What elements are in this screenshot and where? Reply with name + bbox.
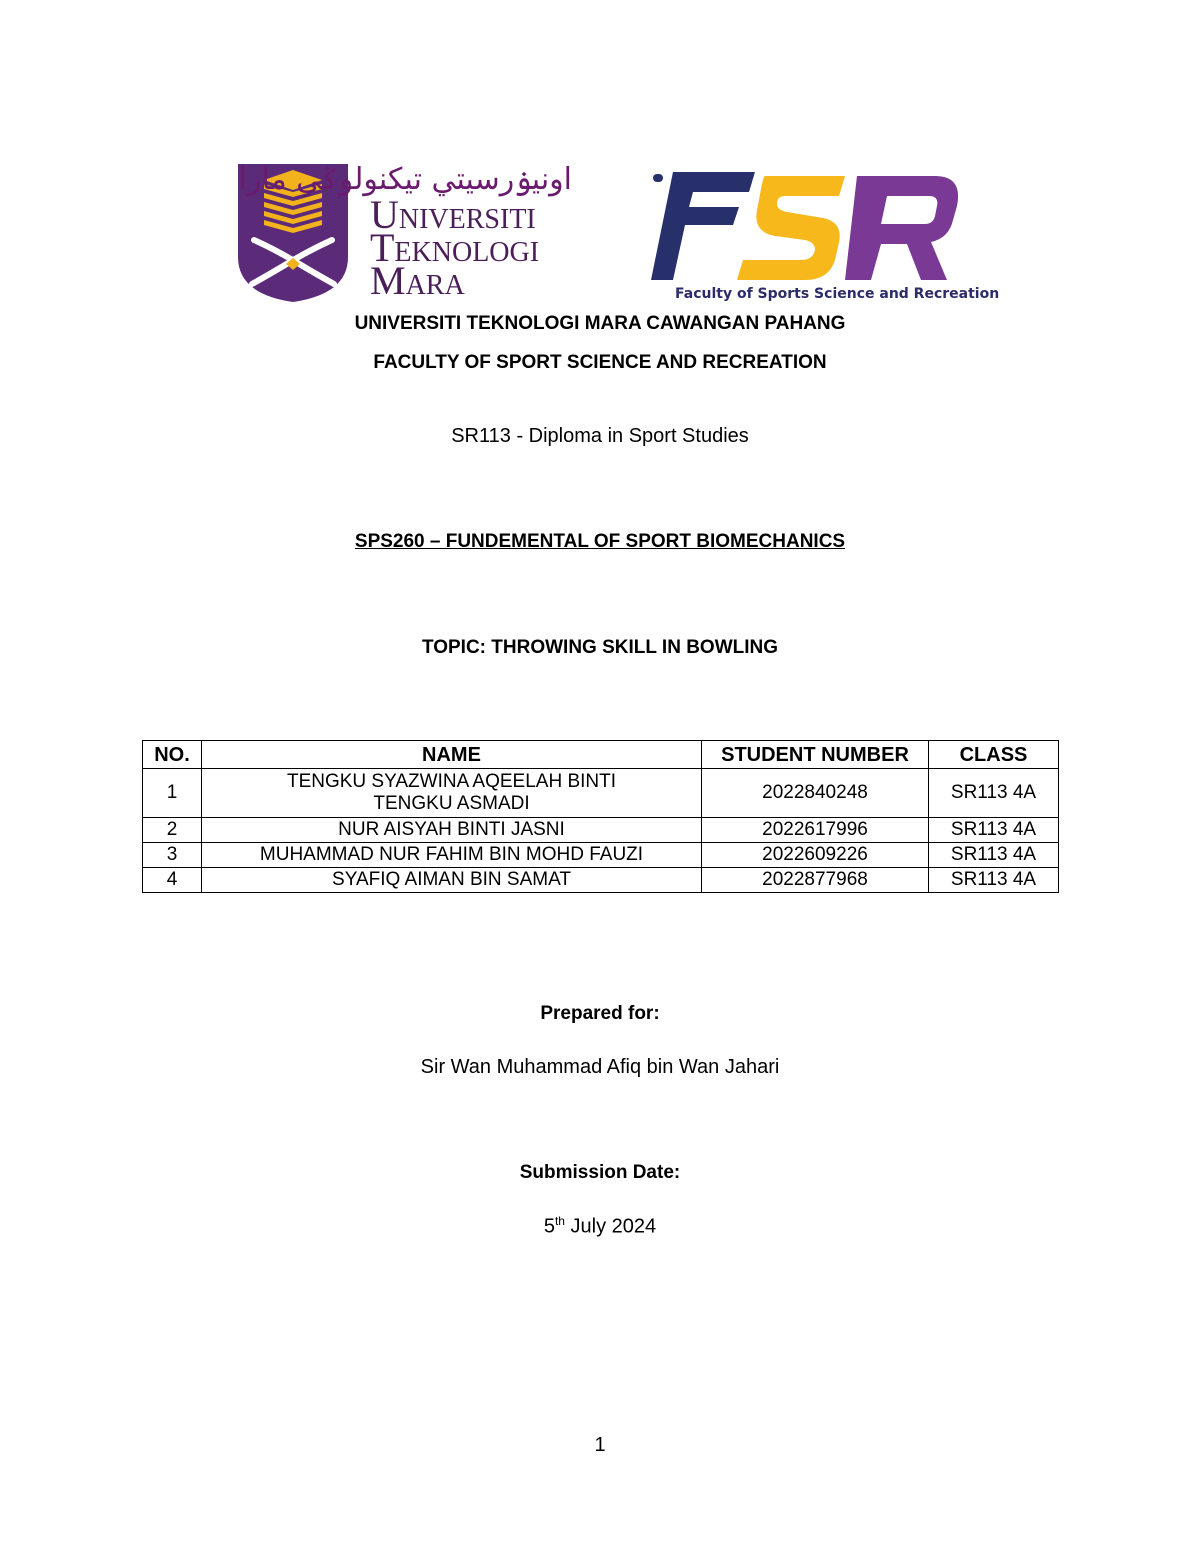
submission-day-suffix: th (554, 1214, 565, 1228)
table-row (143, 868, 1059, 893)
row-student-number: 2022617996 (702, 818, 929, 843)
table-header-row (143, 741, 1059, 769)
students-table (142, 740, 1059, 893)
uitm-wordmark-line: Teknologi (370, 225, 540, 270)
table-row (143, 843, 1059, 868)
submission-month-year: July 2024 (564, 1215, 657, 1238)
uitm-wordmark (370, 192, 590, 303)
university-title: UNIVERSITI TEKNOLOGI MARA CAWANGAN PAHANG (354, 313, 846, 334)
programme-line: SR113 - Diploma in Sport Studies (451, 425, 749, 447)
row-no: 4 (143, 868, 202, 893)
lecturer-name: Sir Wan Muhammad Afiq bin Wan Jahari (420, 1056, 780, 1078)
fsr-letter-s (737, 176, 845, 280)
row-no: 2 (143, 818, 202, 843)
row-student-number: 2022840248 (702, 769, 929, 818)
row-name: SYAFIQ AIMAN BIN SAMAT (202, 868, 702, 893)
row-no: 3 (143, 843, 202, 868)
row-name-line: TENGKU ASMADI (373, 793, 530, 814)
uitm-jawi-text: اونيۏرسيتي تيكنولوݢي مارا (238, 162, 572, 197)
row-name (202, 769, 702, 818)
fsr-caption: Faculty of Sports Science and Recreation (675, 286, 1000, 302)
row-student-number: 2022609226 (702, 843, 929, 868)
submission-date (0, 1214, 1200, 1239)
topic-title: TOPIC: THROWING SKILL IN BOWLING (421, 637, 779, 658)
course-title (0, 531, 1200, 553)
row-class: SR113 4A (929, 818, 1059, 843)
prepared-for-label: Prepared for: (540, 1003, 660, 1024)
row-student-number: 2022877968 (702, 868, 929, 893)
column-header-class: CLASS (929, 741, 1059, 769)
course-title-text: SPS260 – FUNDEMENTAL OF SPORT BIOMECHANICS (354, 531, 846, 552)
column-header-student-number: STUDENT NUMBER (702, 741, 929, 769)
fsr-letter-f (651, 172, 755, 280)
faculty-title: FACULTY OF SPORT SCIENCE AND RECREATION (373, 352, 827, 373)
row-class: SR113 4A (929, 843, 1059, 868)
row-name-line: TENGKU SYAZWINA AQEELAH BINTI (286, 771, 617, 792)
row-no: 1 (143, 769, 202, 818)
fsr-letter-r (845, 176, 958, 280)
uitm-wordmark-line: Mara (370, 258, 465, 303)
row-name: MUHAMMAD NUR FAHIM BIN MOHD FAUZI (202, 843, 702, 868)
submission-day: 5 (543, 1215, 555, 1238)
submission-date-label: Submission Date: (519, 1162, 681, 1183)
table-row (143, 818, 1059, 843)
table-row (143, 769, 1059, 818)
row-class: SR113 4A (929, 868, 1059, 893)
column-header-no: NO. (143, 741, 202, 769)
uitm-wordmark-line: Universiti (370, 192, 536, 237)
row-class: SR113 4A (929, 769, 1059, 818)
row-name: NUR AISYAH BINTI JASNI (202, 818, 702, 843)
page-number: 1 (594, 1434, 606, 1456)
column-header-name: NAME (202, 741, 702, 769)
